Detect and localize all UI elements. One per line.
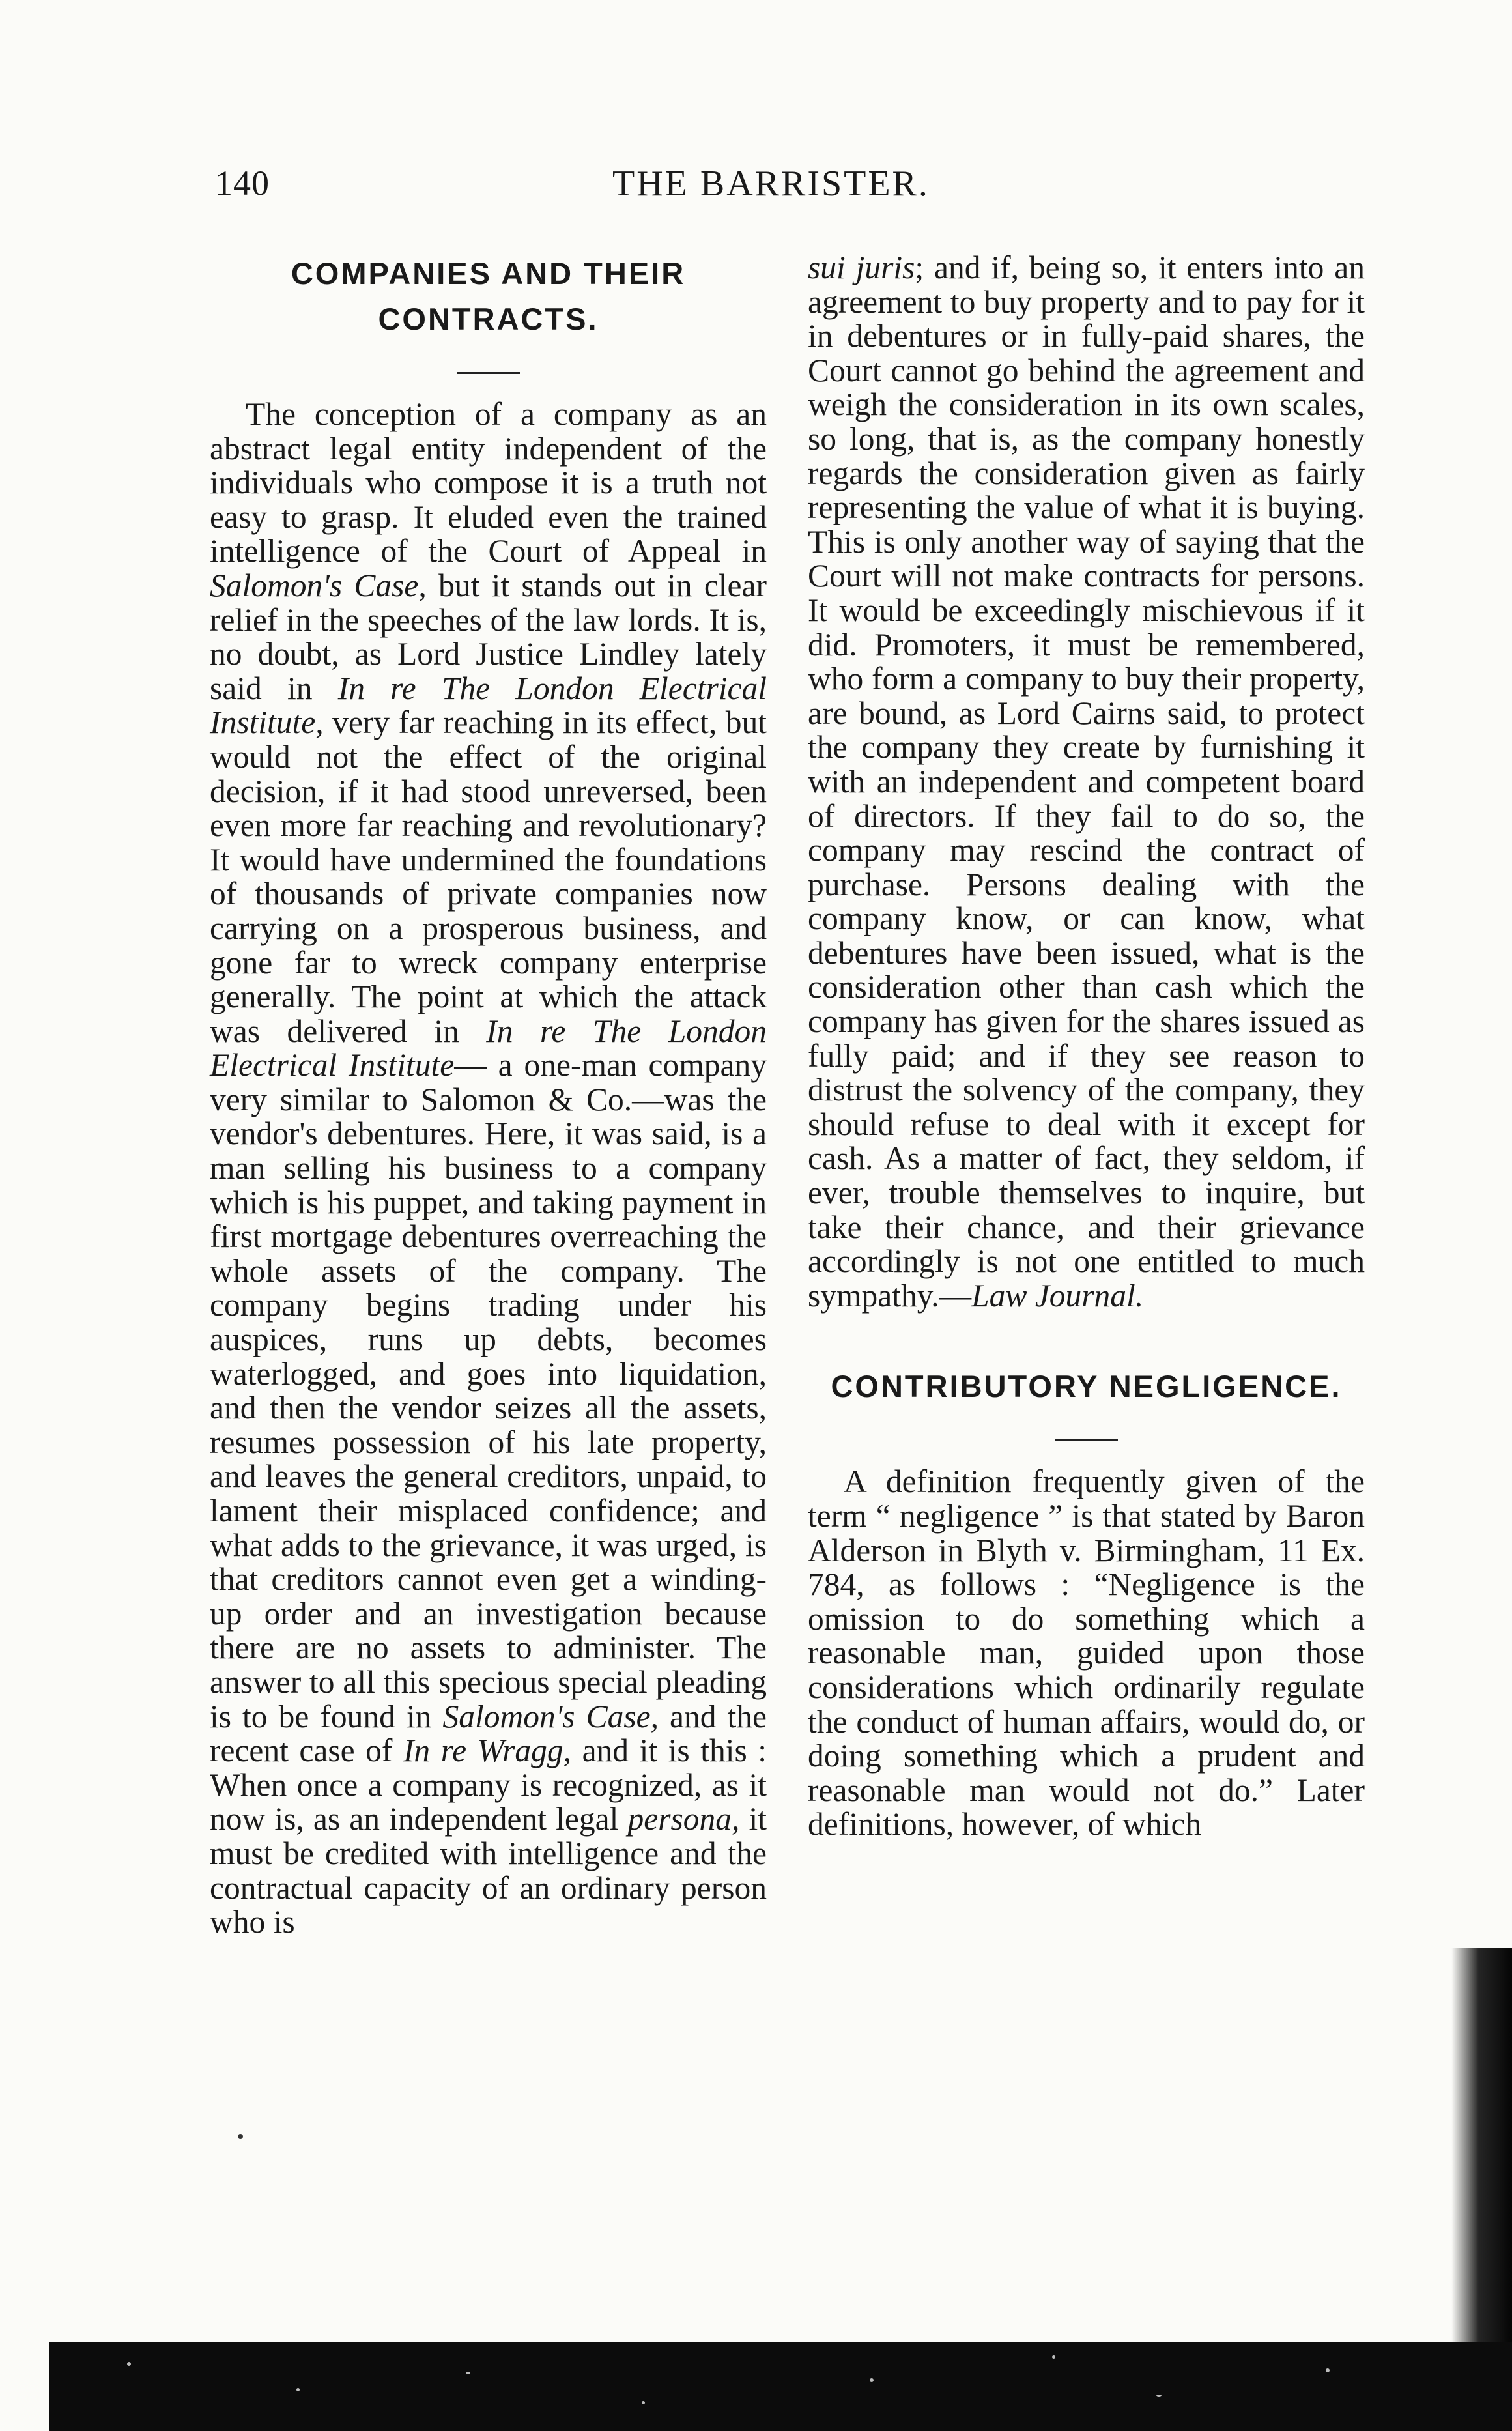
text-run: and it is this : When once a company is recognized, as it now is, as an independent legal	[210, 1733, 767, 1837]
right-column	[808, 251, 1365, 1842]
left-column	[210, 251, 767, 1940]
page-header	[0, 163, 1512, 215]
latin-term: persona,	[627, 1801, 740, 1837]
title-rule	[457, 372, 520, 374]
text-run: The conception of a company as an abstract legal entity independent of the individuals who compose it is a truth not easy to grasp. It eluded even the trained intelligence of the Court of Appeal in	[210, 396, 767, 569]
scan-speck	[1156, 2395, 1162, 2397]
article-title-negligence: CONTRIBUTORY NEGLIGENCE.	[831, 1369, 1342, 1404]
article-paragraph-continued	[808, 251, 1365, 1313]
page-number: 140	[215, 164, 270, 203]
article-title-companies: COMPANIES AND THEIR CONTRACTS.	[291, 256, 686, 336]
text-run: it must be credited with intelligence and the contractual capacity of an ordinary person who is	[210, 1801, 767, 1940]
case-name: Salomon's Case,	[210, 567, 427, 603]
article-paragraph	[210, 397, 767, 1940]
case-name: In re Wragg,	[403, 1733, 572, 1769]
scan-speck	[1326, 2368, 1330, 2372]
scan-speck	[466, 2372, 470, 2374]
source-citation: Law Journal.	[971, 1277, 1144, 1314]
scan-speck	[296, 2388, 300, 2391]
printer-dot	[238, 2134, 243, 2139]
text-run: very far reaching in its effect, but would not the effect of the original decision, if it had stood unreversed, been even more far reaching and revolutionary? It would have undermined the foundations of thousands of private companies now carrying on a prosperous business, and gone far to wreck company enterprise generally. The point at which the attack was delivered in	[210, 704, 767, 1049]
text-run: but it stands out in clear relief in the speeches of the law lords. It is, no doubt, as Lord Justice Lindley lately said in	[210, 567, 767, 706]
scan-speck	[870, 2378, 874, 2382]
case-name: Salomon's Case,	[442, 1698, 659, 1734]
scan-speck	[1052, 2355, 1055, 2359]
running-head: THE BARRISTER.	[612, 164, 930, 204]
article-paragraph: A definition frequently given of the term “ negligence ” is that stated by Baron Alderson in Blyth v. Birmingham, 11 Ex. 784, as follows : “Negligence is the omission to do something which a reasonable man, guided upon those considerations which ordinarily regulate the conduct of human affairs, would do, or doing something which a prudent and reasonable man would not do.” Later definitions, however, of which	[808, 1463, 1365, 1843]
section-gap	[808, 1313, 1365, 1364]
scan-speck	[642, 2401, 645, 2404]
case-name: In re The London Electrical Institute,	[210, 670, 767, 741]
text-run: — a one-man company very similar to Salomon & Co.—was the vendor's debentures. Here, it was said, is a man selling his business to a company which is his puppet, and taking payment in first mortgage debentures overreaching the whole assets of the company. The company begins trading under his auspices, runs up debts, becomes waterlogged, and goes into liquidation, and then the vendor seizes all the assets, resumes possession of his late property, and leaves the general creditors, unpaid, to lament their misplaced confidence; and what adds to the grievance, it was urged, is that creditors cannot even get a winding-up order and an investigation because there are no assets to administer. The answer to all this specious special pleading is to be found in	[210, 1047, 767, 1734]
scan-bottom-edge	[49, 2342, 1512, 2431]
scan-speck	[127, 2362, 131, 2366]
text-run: ; and if, being so, it enters into an agreement to buy property and to pay for it in debentures or in fully-paid shares, the Court cannot go behind the agreement and weigh the consideration in its own scales, so long, that is, as the company honestly regards the consideration given as fairly representing the value of what it is buying. This is only another way of saying that the Court will not make contracts for persons. It would be exceedingly mischievous if it did. Promoters, it must be remembered, who form a company to buy their property, are bound, as Lord Cairns said, to protect the company they create by furnishing it with an independent and competent board of directors. If they fail to do so, the company may rescind the contract of purchase. Persons dealing with the company know, or can know, what debentures have been issued, what is the consideration other than cash which the company has given for the shares issued as fully paid; and if they see reason to distrust the solvency of the company, they should refuse to deal with it except for cash. As a matter of fact, they seldom, if ever, trouble themselves to inquire, but take their chance, and their grievance accordingly is not one entitled to much sympathy.—	[808, 250, 1365, 1314]
title-rule	[1055, 1439, 1118, 1441]
case-name: In re The London Electrical Institute	[210, 1013, 767, 1084]
text-run: and the recent case of	[210, 1698, 767, 1769]
latin-term: sui juris	[808, 250, 915, 285]
